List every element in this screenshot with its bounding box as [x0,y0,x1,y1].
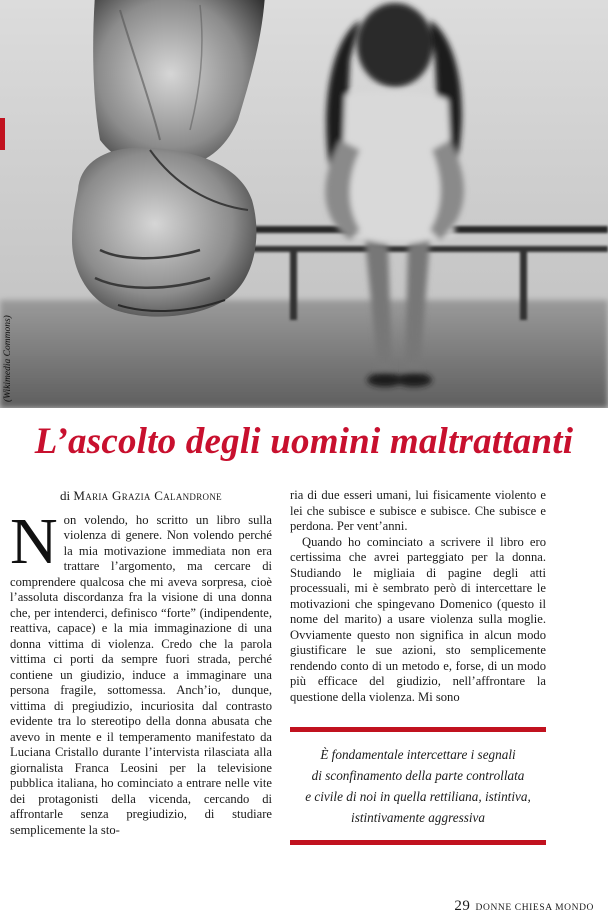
author-name: Maria Grazia Calandrone [73,488,222,503]
quote-line: di sconfinamento della parte controllata [311,768,525,783]
article-photo [0,0,608,408]
quote-line: e civile di noi in quella rettiliana, istintiva, [305,789,531,804]
left-column [10,488,272,838]
fist-and-woman-photo-icon [0,0,608,408]
quote-text [290,732,546,840]
right-column [290,488,546,705]
page-number: 29 [454,898,471,914]
article-title: L’ascolto degli uomini maltrattanti [34,421,574,462]
right-paragraph-2: Quando ho cominciato a scrivere il libro ero certissima che avrei parteggiato per la donna. Studiando le migliaia di pagine degli atti processuali, mi è sembrato però di intercettare le motivazioni che spingevano Domenico (questo il nome del marito) a usare violenza sulla moglie. Ovviamente questo non significa in alcun modo giustificare le sue azioni, sto semplicemente rendendo conto di un metodo e, forse, di un modo più efficace del giudizio, nell’affrontare la questione della violenza. Mi sono [290,534,546,704]
pull-quote [290,727,546,845]
publication-name: DONNE CHIESA MONDO [475,903,594,913]
red-accent-bar [0,118,5,150]
left-body-text: on volendo, ho scritto un libro sulla violenza di genere. Non volendo perché la mia motivazione immediata non era trattare l’argomento, ma cercare di comprendere qualcosa che mi aveva sorpresa, cioè l’assoluta discordanza fra la visione di una donna che, per intenderci, definisco “forte” (indipendente, reattiva, capace) e la mia immaginazione di una donna vittima di violenza. Credo che la parola vittima ci porti da sempre fuori strada, perché contiene un giudizio, induce a immaginare una persona fragile, sottomessa. Anch’io, dunque, vittima di pregiudizio, incuriosita dal contrasto evidente tra lo stereotipo della donna abusata che avevo in mente e il temperamento manifestato da Luciana Cristallo durante l’intervista rilasciata alla giornalista Franca Leosini per la televisione pubblica italiana, ho cominciato a entrare nelle vite dei protagonisti della vicenda, cercando di affrontarle senza pregiudizio, di studiare semplicemente la sto- [10,512,272,837]
page-footer [454,898,594,915]
quote-bottom-rule [290,840,546,845]
left-paragraph [10,504,272,839]
quote-line: È fondamentale intercettare i segnali [320,747,516,762]
byline-prefix: di [60,488,71,503]
drop-cap: N [10,504,58,578]
quote-line: istintivamente aggressiva [351,810,485,825]
photo-credit: (Wikimedia Commons) [3,315,13,402]
byline [10,488,272,504]
right-paragraph-1: ria di due esseri umani, lui fisicamente violento e lei che subisce e subisce e subisce. Che subisce e perdona. Per vent’anni. [290,488,546,533]
